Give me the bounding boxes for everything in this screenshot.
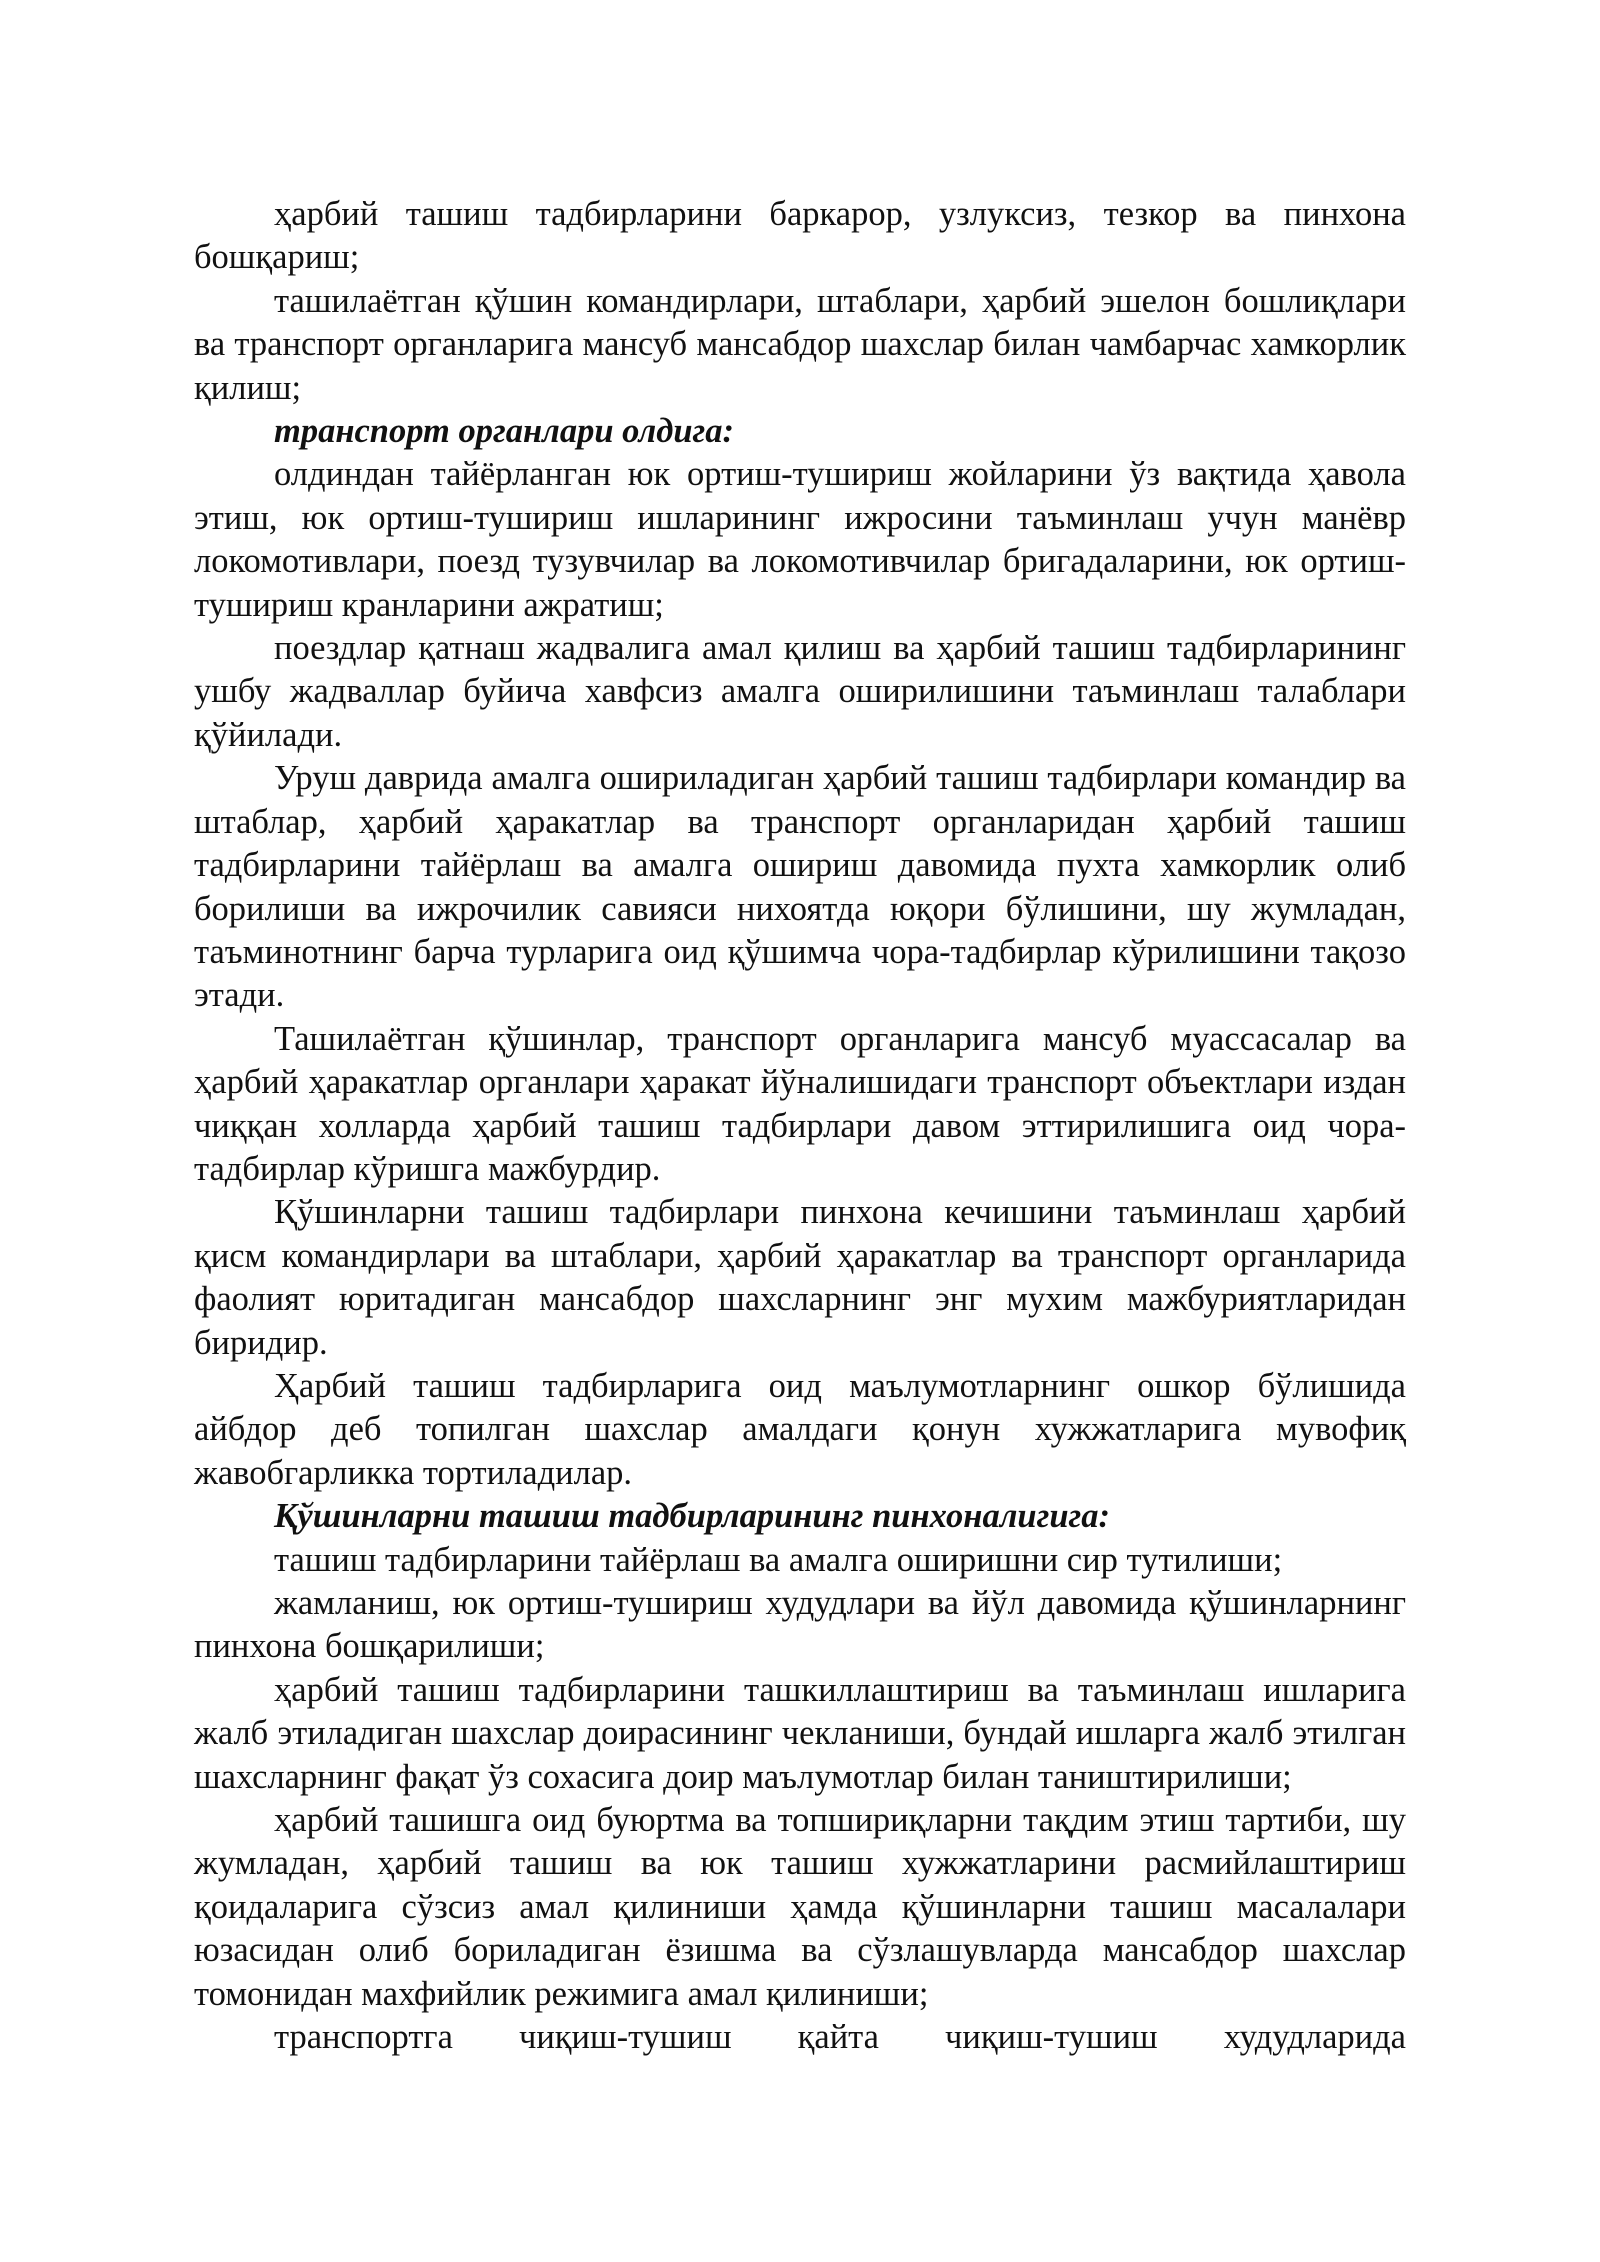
paragraph: ҳарбий ташиш тадбирларини ташкиллаштириш ва таъминлаш ишларига жалб этиладиган шахслар доирасининг чекланиши, бундай ишларга жалб этилган шахсларнинг фақат ўз сохасига доир маълумотлар билан таништирилиши; — [194, 1670, 1406, 1796]
paragraph: жамланиш, юк ортиш-тушириш худудлари ва йўл давомида қўшинларнинг пинхона бошқарилиши; — [194, 1584, 1406, 1666]
paragraph: Уруш даврида амалга ошириладиган ҳарбий ташиш тадбирлари командир ва штаблар, ҳарбий ҳаракатлар ва транспорт органларидан ҳарбий ташиш тадбирларини тайёрлаш ва амалга ошириш давомида пухта хамкорлик олиб борилиши ва ижрочилик савияси нихоятда юқори бўлишини, шу жумладан, таъминотнинг барча турларига оид қўшимча чора-тадбирлар кўрилишини тақозо этади. — [194, 759, 1406, 1015]
section-heading: Қўшинларни ташиш тадбирларининг пинхоналигига: — [274, 1497, 1110, 1536]
paragraph: ташиш тадбирларини тайёрлаш ва амалга оширишни сир тутилиши; — [274, 1540, 1283, 1579]
paragraph: Қўшинларни ташиш тадбирлари пинхона кечишини таъминлаш ҳарбий қисм командирлари ва штаблари, ҳарбий ҳаракатлар ва транспорт органларида фаолият юритадиган мансабдор шахсларнинг энг мухим мажбуриятларидан биридир. — [194, 1193, 1406, 1362]
section-heading: транспорт органлари олдига: — [274, 412, 735, 451]
paragraph: Ташилаётган қўшинлар, транспорт органларига мансуб муассасалар ва ҳарбий ҳаракатлар органлари ҳаракат йўналишидаги транспорт объектлари издан чиққан холларда ҳарбий ташиш тадбирлари давом эттирилишига оид чора-тадбирлар кўришга мажбурдир. — [194, 1019, 1406, 1188]
document-body — [194, 193, 1406, 2059]
paragraph: транспортга чиқиш-тушиш қайта чиқиш-тушиш худудларида — [274, 2018, 1406, 2057]
paragraph: ҳарбий ташишга оид буюртма ва топшириқларни тақдим этиш тартиби, шу жумладан, ҳарбий ташиш ва юк ташиш хужжатларини расмийлаштириш қоидаларига сўзсиз амал қилиниши ҳамда қўшинларни ташиш масалалари юзасидан олиб бориладиган ёзишма ва сўзлашувларда мансабдор шахслар томонидан махфийлик режимига амал қилиниши; — [194, 1801, 1406, 2013]
paragraph: олдиндан тайёрланган юк ортиш-тушириш жойларини ўз вақтида ҳавола этиш, юк ортиш-тушириш ишларининг ижросини таъминлаш учун манёвр локомотивлари, поезд тузувчилар ва локомотивчилар бригадаларини, юк ортиш-тушириш кранларини ажратиш; — [194, 455, 1406, 624]
paragraph: ҳарбий ташиш тадбирларини баркарор, узлуксиз, тезкор ва пинхона бошқариш; — [194, 195, 1406, 277]
paragraph: Ҳарбий ташиш тадбирларига оид маълумотларнинг ошкор бўлишида айбдор деб топилган шахслар амалдаги қонун хужжатларига мувофиқ жавобгарликка тортиладилар. — [194, 1366, 1406, 1492]
paragraph: ташилаётган қўшин командирлари, штаблари, ҳарбий эшелон бошлиқлари ва транспорт органларига мансуб мансабдор шахслар билан чамбарчас хамкорлик қилиш; — [194, 281, 1406, 407]
paragraph: поездлар қатнаш жадвалига амал қилиш ва ҳарбий ташиш тадбирларининг ушбу жадваллар буйича хавфсиз амалга оширилишини таъминлаш талаблари қўйилади. — [194, 629, 1406, 754]
